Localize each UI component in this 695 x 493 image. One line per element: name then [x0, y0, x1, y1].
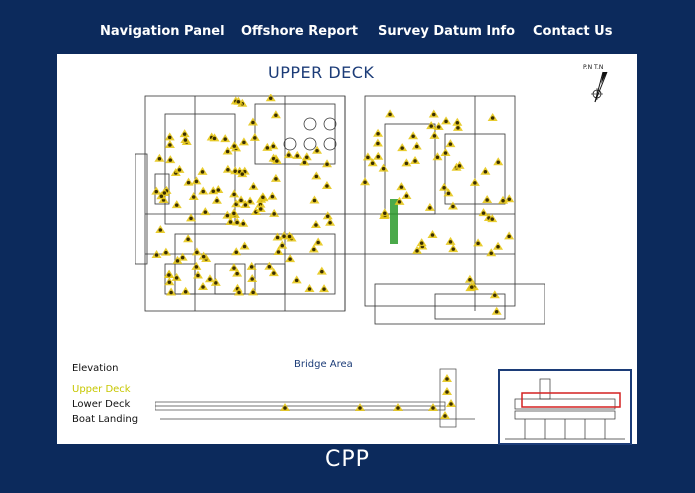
- camera-pin-icon[interactable]: [240, 241, 250, 249]
- camera-pin-icon[interactable]: [452, 118, 462, 126]
- camera-pin-icon[interactable]: [311, 171, 321, 179]
- camera-pin-icon[interactable]: [232, 218, 242, 226]
- camera-pin-icon[interactable]: [248, 182, 258, 190]
- camera-pin-icon[interactable]: [184, 178, 194, 186]
- legend-heading: Elevation: [72, 363, 119, 374]
- camera-pin-icon[interactable]: [441, 148, 451, 156]
- camera-pin-icon[interactable]: [440, 411, 450, 419]
- camera-pin-icon[interactable]: [313, 237, 323, 245]
- camera-pin-icon[interactable]: [322, 159, 332, 167]
- camera-pin-icon[interactable]: [373, 152, 383, 160]
- camera-pin-icon[interactable]: [482, 195, 492, 203]
- bridge-elevation: [155, 364, 495, 434]
- camera-pin-icon[interactable]: [191, 262, 201, 270]
- camera-pin-icon[interactable]: [229, 189, 239, 197]
- camera-pin-icon[interactable]: [180, 129, 190, 137]
- camera-pin-icon[interactable]: [396, 182, 406, 190]
- camera-pin-icon[interactable]: [448, 244, 458, 252]
- camera-pin-icon[interactable]: [492, 307, 502, 315]
- camera-pin-icon[interactable]: [271, 110, 281, 118]
- nav-survey-datum-info[interactable]: Survey Datum Info: [378, 24, 516, 39]
- camera-pin-icon[interactable]: [229, 208, 239, 216]
- camera-pin-icon[interactable]: [189, 192, 199, 200]
- camera-pin-icon[interactable]: [205, 274, 215, 282]
- camera-pin-icon[interactable]: [198, 167, 208, 175]
- camera-pin-icon[interactable]: [311, 220, 321, 228]
- camera-pin-icon[interactable]: [493, 157, 503, 165]
- camera-pin-icon[interactable]: [229, 141, 239, 149]
- camera-pin-icon[interactable]: [410, 156, 420, 164]
- camera-pin-icon[interactable]: [248, 117, 258, 125]
- camera-pin-icon[interactable]: [429, 131, 439, 139]
- camera-pin-icon[interactable]: [239, 137, 249, 145]
- camera-pin-icon[interactable]: [151, 187, 161, 195]
- camera-pin-icon[interactable]: [292, 275, 302, 283]
- camera-pin-icon[interactable]: [292, 151, 302, 159]
- camera-pin-icon[interactable]: [322, 181, 332, 189]
- camera-pin-icon[interactable]: [425, 203, 435, 211]
- camera-pin-icon[interactable]: [442, 387, 452, 395]
- compass-icon: [577, 60, 621, 106]
- camera-pin-icon[interactable]: [429, 110, 439, 118]
- camera-pin-icon[interactable]: [277, 241, 287, 249]
- camera-pin-icon[interactable]: [393, 403, 403, 411]
- camera-pin-icon[interactable]: [448, 202, 458, 210]
- nav-offshore-report[interactable]: Offshore Report: [241, 24, 358, 39]
- camera-pin-icon[interactable]: [479, 208, 489, 216]
- camera-pin-icon[interactable]: [266, 94, 276, 101]
- camera-pin-icon[interactable]: [165, 132, 175, 140]
- camera-pin-icon[interactable]: [504, 194, 514, 202]
- camera-pin-icon[interactable]: [401, 191, 411, 199]
- camera-pin-icon[interactable]: [446, 399, 456, 407]
- camera-pin-icon[interactable]: [380, 208, 390, 216]
- camera-pin-icon[interactable]: [193, 270, 203, 278]
- camera-pin-icon[interactable]: [309, 244, 319, 252]
- deck-panel: [57, 54, 637, 444]
- elevation-legend: [72, 361, 138, 427]
- camera-pin-icon[interactable]: [363, 152, 373, 160]
- camera-pin-icon[interactable]: [373, 129, 383, 137]
- camera-pin-icon[interactable]: [439, 183, 449, 191]
- camera-pin-icon[interactable]: [480, 167, 490, 175]
- camera-pin-icon[interactable]: [488, 113, 498, 121]
- compass-label: P.N T.N: [583, 64, 604, 71]
- camera-pin-icon[interactable]: [428, 403, 438, 411]
- camera-pin-icon[interactable]: [269, 209, 279, 217]
- bridge-area-label: Bridge Area: [294, 359, 353, 370]
- minimap-highlight: [522, 393, 620, 407]
- camera-pin-icon[interactable]: [285, 254, 295, 262]
- camera-pin-icon[interactable]: [264, 262, 274, 270]
- camera-pin-icon[interactable]: [470, 178, 480, 186]
- camera-pin-icon[interactable]: [360, 177, 370, 185]
- camera-pin-icon[interactable]: [200, 207, 210, 215]
- camera-pin-icon[interactable]: [355, 403, 365, 411]
- camera-pin-icon[interactable]: [223, 165, 233, 173]
- camera-pin-icon[interactable]: [417, 238, 427, 246]
- camera-pin-icon[interactable]: [305, 284, 315, 292]
- camera-pin-icon[interactable]: [267, 192, 277, 200]
- camera-pin-icon[interactable]: [441, 116, 451, 124]
- camera-pin-icon[interactable]: [445, 139, 455, 147]
- camera-pin-icon[interactable]: [317, 267, 327, 275]
- camera-pin-icon[interactable]: [309, 196, 319, 204]
- nav-contact-us[interactable]: Contact Us: [533, 24, 613, 39]
- platform-minimap[interactable]: [498, 369, 632, 445]
- camera-pin-icon[interactable]: [165, 155, 175, 163]
- camera-pin-icon[interactable]: [165, 140, 175, 148]
- deck-plan: [135, 94, 545, 329]
- legend-boat-landing[interactable]: Boat Landing: [72, 414, 139, 425]
- camera-pin-icon[interactable]: [397, 143, 407, 151]
- camera-pin-icon[interactable]: [247, 274, 257, 282]
- camera-pin-icon[interactable]: [271, 174, 281, 182]
- camera-pin-icon[interactable]: [302, 152, 312, 160]
- camera-pin-icon[interactable]: [319, 284, 329, 292]
- camera-pin-icon[interactable]: [172, 200, 182, 208]
- legend-upper-deck[interactable]: Upper Deck: [72, 384, 131, 395]
- top-navigation: [0, 0, 695, 56]
- camera-pin-icon[interactable]: [231, 247, 241, 255]
- camera-pin-icon[interactable]: [258, 192, 268, 200]
- camera-pin-icon[interactable]: [427, 230, 437, 238]
- camera-pin-icon[interactable]: [473, 238, 483, 246]
- camera-pin-icon[interactable]: [442, 374, 452, 382]
- camera-pin-icon[interactable]: [198, 282, 208, 290]
- camera-pin-icon[interactable]: [161, 248, 171, 256]
- camera-pin-icon[interactable]: [191, 176, 201, 184]
- camera-pin-icon[interactable]: [248, 287, 258, 295]
- camera-pin-icon[interactable]: [385, 109, 395, 117]
- camera-pin-icon[interactable]: [446, 237, 456, 245]
- camera-pin-icon[interactable]: [212, 196, 222, 204]
- camera-pin-icon[interactable]: [154, 154, 164, 162]
- camera-pin-icon[interactable]: [280, 403, 290, 411]
- camera-pin-icon[interactable]: [379, 164, 389, 172]
- deck-title: UPPER DECK: [268, 63, 375, 82]
- legend-lower-deck[interactable]: Lower Deck: [72, 399, 131, 410]
- nav-navigation-panel[interactable]: Navigation Panel: [100, 24, 225, 39]
- camera-pin-icon[interactable]: [412, 141, 422, 149]
- camera-pin-icon[interactable]: [323, 211, 333, 219]
- camera-pin-icon[interactable]: [493, 242, 503, 250]
- camera-pin-icon[interactable]: [465, 275, 475, 283]
- camera-pin-icon[interactable]: [504, 231, 514, 239]
- camera-pin-icon[interactable]: [198, 187, 208, 195]
- camera-pin-icon[interactable]: [183, 234, 193, 242]
- camera-pin-icon[interactable]: [408, 131, 418, 139]
- camera-pin-icon[interactable]: [186, 213, 196, 221]
- camera-pin-icon[interactable]: [166, 287, 176, 295]
- camera-pin-icon[interactable]: [220, 134, 230, 142]
- camera-pin-icon[interactable]: [312, 146, 322, 154]
- camera-pin-icon[interactable]: [432, 152, 442, 160]
- platform-name: CPP: [325, 447, 370, 472]
- camera-pin-icon[interactable]: [155, 225, 165, 233]
- camera-pin-icon[interactable]: [192, 247, 202, 255]
- camera-pin-icon[interactable]: [250, 133, 260, 141]
- camera-pin-icon[interactable]: [373, 138, 383, 146]
- camera-pin-icon[interactable]: [401, 158, 411, 166]
- camera-pin-icon[interactable]: [181, 287, 191, 295]
- camera-pin-icon[interactable]: [164, 277, 174, 285]
